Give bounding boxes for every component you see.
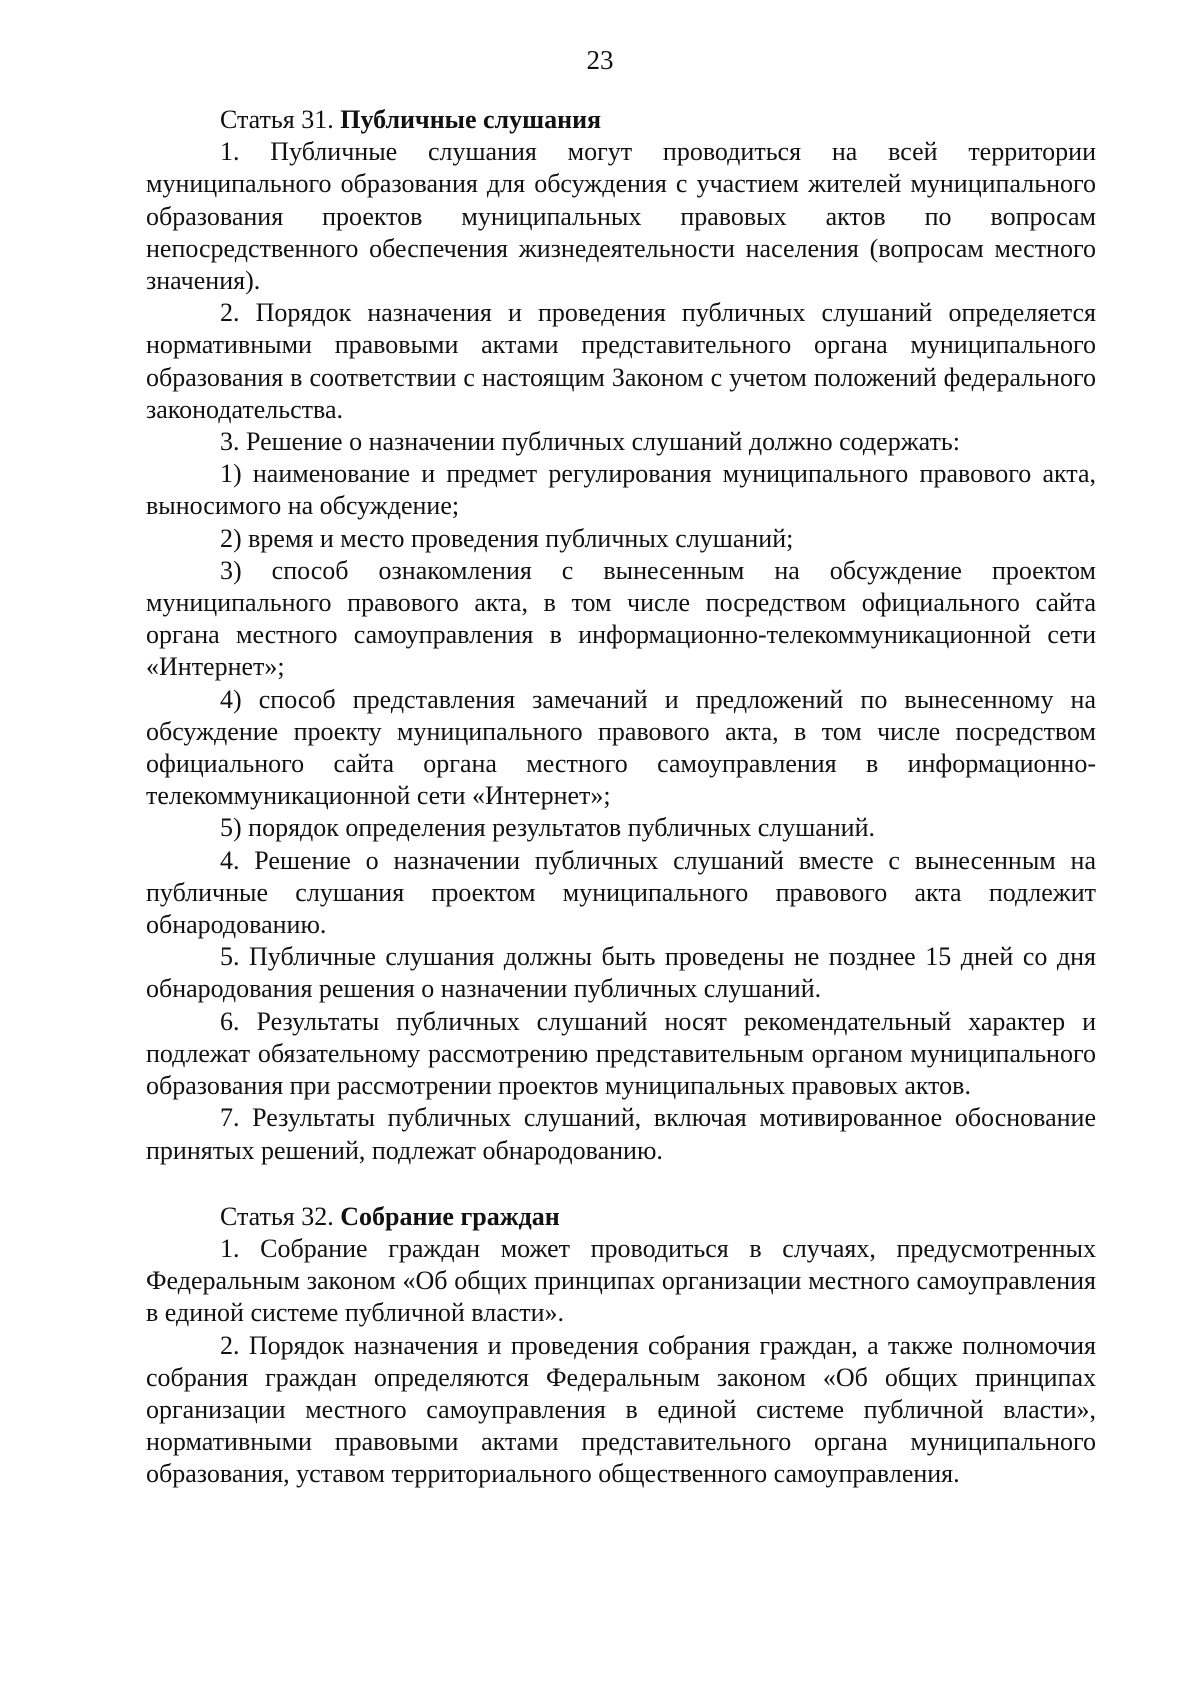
- article-paragraph: 3. Решение о назначении публичных слушаний должно содержать:: [220, 427, 960, 457]
- page-number: 23: [586, 45, 614, 75]
- article-31: [146, 104, 1096, 1167]
- article-heading: [146, 104, 1096, 136]
- article-paragraph: 4. Решение о назначении публичных слушаний вместе с вынесенным на публичные слушания проектом муниципального правового акта подлежит обнародованию.: [146, 845, 1096, 940]
- article-list-item: 4) способ представления замечаний и предложений по вынесенному на обсуждение проекту муниципального правового акта, в том числе посредством официального сайта органа местного самоуправления в информационно-телекоммуникационной сети «Интернет»;: [146, 684, 1096, 811]
- article-paragraph: 5. Публичные слушания должны быть проведены не позднее 15 дней со дня обнародования решения о назначении публичных слушаний.: [146, 942, 1096, 1004]
- article-paragraph: 6. Результаты публичных слушаний носят рекомендательный характер и подлежат обязательному рассмотрению представительным органом муниципального образования при рассмотрении проектов муниципальных правовых актов.: [146, 1006, 1096, 1101]
- article-paragraph: 1. Публичные слушания могут проводиться на всей территории муниципального образования для обсуждения с участием жителей муниципального образования проектов муниципальных правовых актов по вопросам непосредственного обеспечения жизнедеятельности населения (вопросам местного значения).: [146, 137, 1096, 296]
- article-label: Статья 31.: [220, 105, 341, 134]
- article-paragraph: 7. Результаты публичных слушаний, включая мотивированное обоснование принятых решений, подлежат обнародованию.: [146, 1103, 1096, 1165]
- article-32: [146, 1201, 1096, 1491]
- article-list-item: 2) время и место проведения публичных слушаний;: [220, 523, 794, 553]
- article-list-item: 5) порядок определения результатов публичных слушаний.: [220, 813, 876, 843]
- article-title: Собрание граждан: [340, 1201, 560, 1231]
- document-body: [146, 104, 1096, 1491]
- article-list-item: 3) способ ознакомления с вынесенным на обсуждение проектом муниципального правового акта, в том числе посредством официального сайта органа местного самоуправления в информационно-телекоммуникационной сети «Интернет»;: [146, 555, 1096, 682]
- article-paragraph: 2. Порядок назначения и проведения публичных слушаний определяется нормативными правовыми актами представительного органа муниципального образования в соответствии с настоящим Законом с учетом положений федерального законодательства.: [146, 298, 1096, 424]
- article-heading: [146, 1201, 1096, 1233]
- article-paragraph: 2. Порядок назначения и проведения собрания граждан, а также полномочия собрания граждан определяются Федеральным законом «Об общих принципах организации местного самоуправления в единой системе публичной власти», нормативными правовыми актами представительного органа муниципального образования, уставом территориального общественного самоуправления.: [146, 1330, 1096, 1489]
- article-paragraph: 1. Собрание граждан может проводиться в случаях, предусмотренных Федеральным законом «Об общих принципах организации местного самоуправления в единой системе публичной власти».: [146, 1233, 1096, 1328]
- article-label: Статья 32.: [220, 1201, 341, 1231]
- article-list-item: 1) наименование и предмет регулирования муниципального правового акта, выносимого на обсуждение;: [146, 459, 1096, 521]
- article-title: Публичные слушания: [340, 105, 602, 134]
